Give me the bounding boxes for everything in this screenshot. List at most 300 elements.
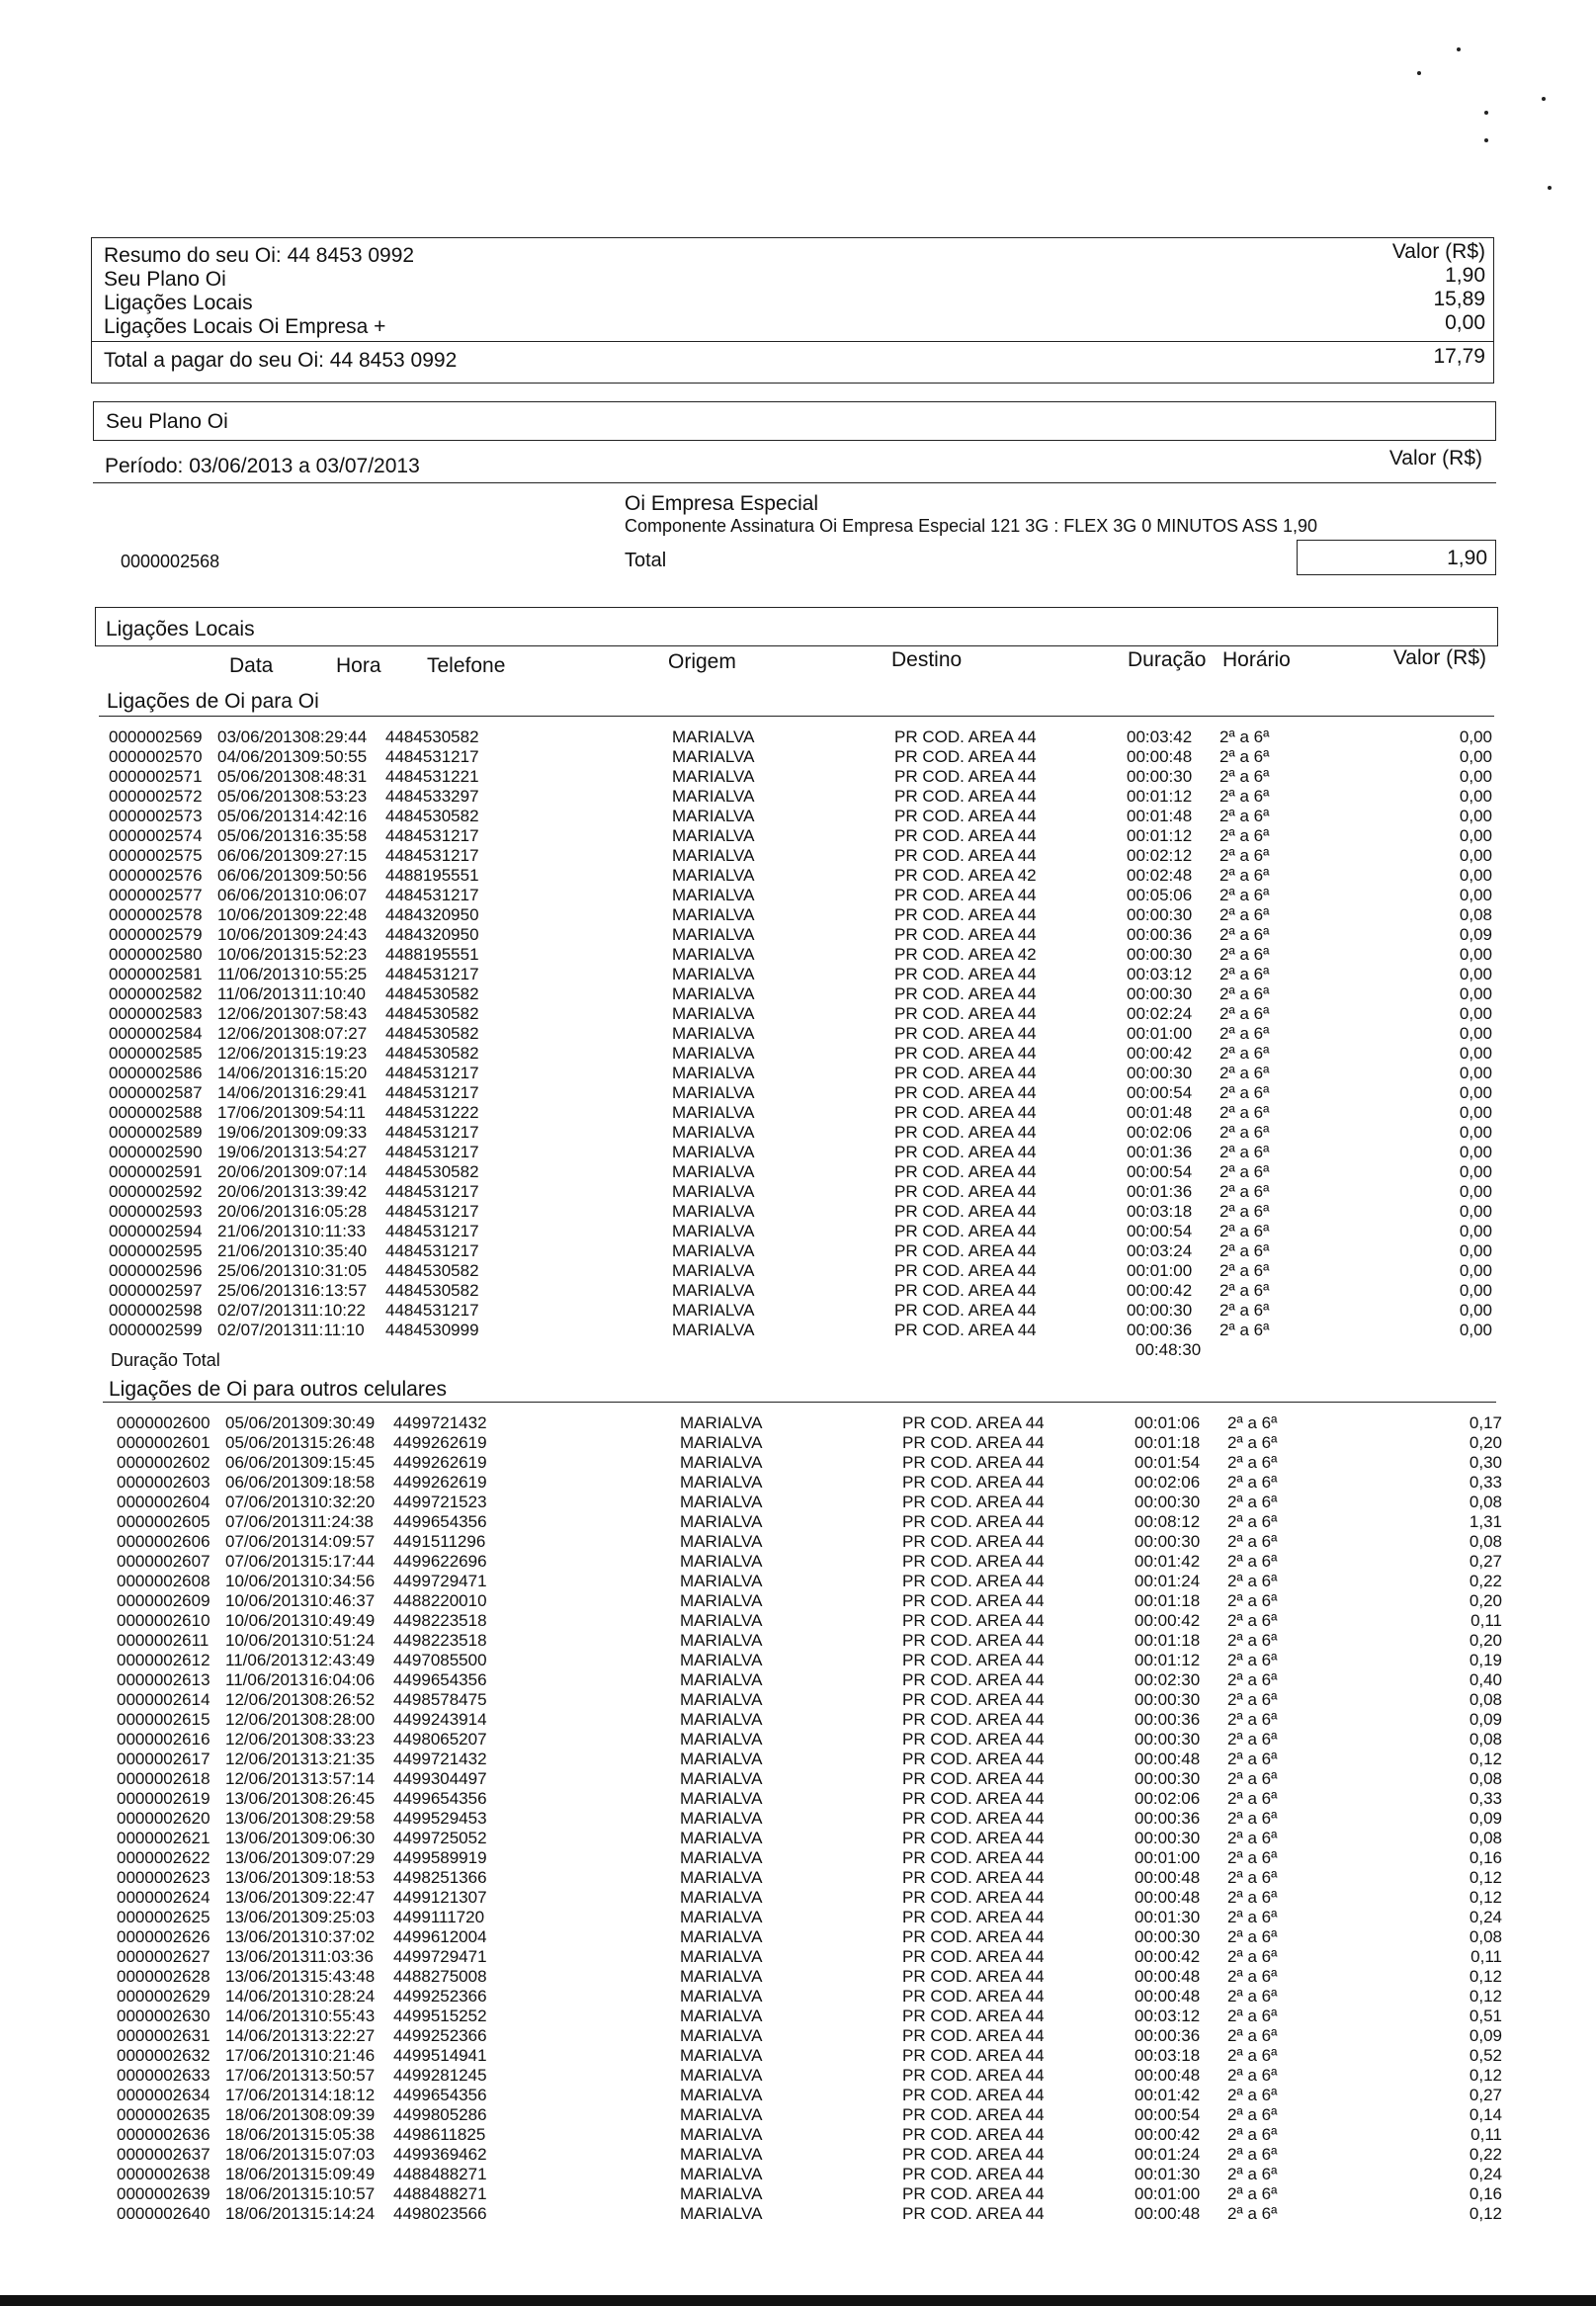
- call-time: 13:54:27: [301, 1143, 368, 1161]
- call-value: 0,12: [1469, 1987, 1502, 2006]
- call-origin: MARIALVA: [672, 1202, 755, 1221]
- table-row: [109, 1261, 1492, 1281]
- calls-section-header: [95, 607, 1498, 646]
- call-date: 18/06/2013: [225, 2184, 310, 2203]
- call-phone: 4499529453: [393, 1809, 487, 1828]
- call-time: 15:26:48: [309, 1433, 376, 1452]
- call-time: 10:28:24: [309, 1987, 376, 2006]
- group-title: Ligações de Oi para outros celulares: [109, 1378, 448, 1401]
- call-phone: 4491511296: [393, 1532, 486, 1551]
- call-origin: MARIALVA: [672, 1103, 755, 1122]
- call-destination: PR COD. AREA 44: [902, 1690, 1045, 1709]
- call-date: 10/06/2013: [225, 1611, 310, 1630]
- call-phone: 4498065207: [393, 1730, 487, 1749]
- call-phone: 4499262619: [393, 1433, 487, 1452]
- table-row: [109, 1222, 1492, 1241]
- call-value: 0,00: [1459, 826, 1492, 845]
- call-phone: 4484531217: [385, 1064, 479, 1082]
- summary-item-label: Ligações Locais Oi Empresa +: [104, 315, 386, 338]
- call-origin: MARIALVA: [680, 1888, 763, 1907]
- call-phone: 4499252366: [393, 2026, 487, 2045]
- call-value: 0,12: [1469, 1750, 1502, 1768]
- call-time: 09:15:45: [309, 1453, 376, 1472]
- call-origin: MARIALVA: [680, 1868, 763, 1887]
- call-date: 13/06/2013: [225, 1908, 310, 1926]
- call-origin: MARIALVA: [680, 1908, 763, 1926]
- table-row: [117, 1848, 1502, 1868]
- call-date: 13/06/2013: [225, 1967, 310, 1986]
- call-date: 12/06/2013: [217, 1004, 302, 1023]
- call-id: 0000002582: [109, 984, 203, 1003]
- call-destination: PR COD. AREA 42: [894, 945, 1037, 964]
- plan-total-value: 1,90: [1447, 547, 1487, 569]
- table-row: [117, 1611, 1502, 1631]
- call-duration: 00:00:30: [1134, 1829, 1201, 1847]
- call-id: 0000002607: [117, 1552, 210, 1571]
- call-origin: MARIALVA: [672, 925, 755, 944]
- call-duration: 00:01:12: [1134, 1651, 1201, 1669]
- call-origin: MARIALVA: [672, 1162, 755, 1181]
- call-origin: MARIALVA: [672, 1083, 755, 1102]
- call-time: 09:22:47: [309, 1888, 376, 1907]
- call-phone: 4499721432: [393, 1413, 487, 1432]
- call-value: 0,00: [1459, 1143, 1492, 1161]
- call-destination: PR COD. AREA 44: [894, 1241, 1037, 1260]
- call-destination: PR COD. AREA 44: [894, 1004, 1037, 1023]
- table-row: [117, 2066, 1502, 2086]
- call-destination: PR COD. AREA 44: [894, 886, 1037, 904]
- call-value: 0,27: [1469, 1552, 1502, 1571]
- call-date: 02/07/2013: [217, 1301, 302, 1320]
- call-date: 17/06/2013: [225, 2066, 310, 2085]
- table-row: [117, 1532, 1502, 1552]
- call-phone: 4484531217: [385, 886, 479, 904]
- call-duration: 00:00:48: [1134, 1750, 1201, 1768]
- call-date: 06/06/2013: [217, 866, 302, 885]
- call-phone: 4498023566: [393, 2204, 487, 2223]
- table-row: [109, 905, 1492, 925]
- call-destination: PR COD. AREA 44: [902, 2165, 1045, 2183]
- table-row: [117, 1947, 1502, 1967]
- call-origin: MARIALVA: [672, 1321, 755, 1339]
- call-schedule: 2ª a 6ª: [1227, 1947, 1278, 1966]
- call-time: 09:06:30: [309, 1829, 376, 1847]
- table-row: [117, 1473, 1502, 1493]
- table-row: [117, 1789, 1502, 1809]
- call-phone: 4498251366: [393, 1868, 487, 1887]
- call-duration: 00:01:42: [1134, 2086, 1201, 2104]
- call-origin: MARIALVA: [672, 1143, 755, 1161]
- call-value: 0,00: [1459, 1064, 1492, 1082]
- call-origin: MARIALVA: [680, 1927, 763, 1946]
- call-origin: MARIALVA: [672, 1024, 755, 1043]
- table-row: [117, 2125, 1502, 2145]
- call-duration: 00:01:00: [1134, 2184, 1201, 2203]
- call-schedule: 2ª a 6ª: [1219, 1123, 1270, 1142]
- call-destination: PR COD. AREA 44: [894, 1024, 1037, 1043]
- call-phone: 4499721432: [393, 1750, 487, 1768]
- call-date: 11/06/2013: [217, 965, 300, 983]
- call-id: 0000002626: [117, 1927, 210, 1946]
- call-date: 12/06/2013: [217, 1024, 302, 1043]
- call-phone: 4499243914: [393, 1710, 487, 1729]
- call-duration: 00:01:06: [1134, 1413, 1201, 1432]
- call-id: 0000002631: [117, 2026, 210, 2045]
- call-origin: MARIALVA: [680, 1730, 763, 1749]
- call-origin: MARIALVA: [680, 2184, 763, 2203]
- call-time: 15:43:48: [309, 1967, 376, 1986]
- table-row: [117, 1572, 1502, 1591]
- call-duration: 00:01:30: [1134, 1908, 1201, 1926]
- call-time: 16:35:58: [301, 826, 368, 845]
- call-time: 08:26:52: [309, 1690, 376, 1709]
- call-destination: PR COD. AREA 44: [902, 1512, 1045, 1531]
- call-time: 16:05:28: [301, 1202, 368, 1221]
- call-destination: PR COD. AREA 44: [902, 2145, 1045, 2164]
- call-duration: 00:01:48: [1127, 807, 1193, 825]
- scan-speck: [1542, 97, 1546, 101]
- call-schedule: 2ª a 6ª: [1219, 965, 1270, 983]
- call-value: 0,08: [1469, 1493, 1502, 1511]
- call-schedule: 2ª a 6ª: [1219, 747, 1270, 766]
- call-schedule: 2ª a 6ª: [1219, 886, 1270, 904]
- call-phone: 4499622696: [393, 1552, 487, 1571]
- call-destination: PR COD. AREA 44: [902, 1868, 1045, 1887]
- call-value: 0,08: [1469, 1769, 1502, 1788]
- call-date: 06/06/2013: [217, 846, 302, 865]
- summary-title: Resumo do seu Oi: 44 8453 0992: [104, 244, 415, 267]
- call-origin: MARIALVA: [672, 965, 755, 983]
- call-destination: PR COD. AREA 44: [894, 1143, 1037, 1161]
- call-phone: 4497085500: [393, 1651, 487, 1669]
- call-destination: PR COD. AREA 44: [902, 2204, 1045, 2223]
- call-origin: MARIALVA: [672, 886, 755, 904]
- call-id: 0000002638: [117, 2165, 210, 2183]
- call-phone: 4498223518: [393, 1631, 487, 1650]
- call-id: 0000002611: [117, 1631, 210, 1650]
- table-row: [117, 1809, 1502, 1829]
- call-value: 0,00: [1459, 846, 1492, 865]
- call-phone: 4499111720: [393, 1908, 485, 1926]
- scan-speck: [1548, 186, 1552, 190]
- call-id: 0000002640: [117, 2204, 210, 2223]
- call-value: 1,31: [1469, 1512, 1502, 1531]
- call-id: 0000002573: [109, 807, 203, 825]
- call-id: 0000002594: [109, 1222, 203, 1240]
- call-value: 0,08: [1469, 1927, 1502, 1946]
- table-row: [117, 1769, 1502, 1789]
- call-value: 0,24: [1469, 2165, 1502, 2183]
- call-duration: 00:00:42: [1127, 1281, 1193, 1300]
- call-duration: 00:08:12: [1134, 1512, 1201, 1531]
- call-destination: PR COD. AREA 44: [902, 1631, 1045, 1650]
- call-phone: 4484531217: [385, 965, 479, 983]
- call-destination: PR COD. AREA 44: [894, 1281, 1037, 1300]
- call-value: 0,09: [1469, 1710, 1502, 1729]
- call-date: 13/06/2013: [225, 1947, 310, 1966]
- table-row: [109, 747, 1492, 767]
- call-value: 0,09: [1459, 925, 1492, 944]
- call-duration: 00:03:18: [1127, 1202, 1193, 1221]
- call-phone: 4499654356: [393, 1512, 487, 1531]
- call-destination: PR COD. AREA 44: [902, 2007, 1045, 2025]
- call-duration: 00:00:30: [1134, 1730, 1201, 1749]
- call-value: 0,16: [1469, 1848, 1502, 1867]
- call-schedule: 2ª a 6ª: [1227, 2086, 1278, 2104]
- call-destination: PR COD. AREA 44: [894, 1222, 1037, 1240]
- call-origin: MARIALVA: [680, 2086, 763, 2104]
- call-id: 0000002571: [109, 767, 203, 786]
- call-value: 0,00: [1459, 1162, 1492, 1181]
- call-schedule: 2ª a 6ª: [1219, 1024, 1270, 1043]
- call-origin: MARIALVA: [672, 747, 755, 766]
- call-time: 14:42:16: [301, 807, 368, 825]
- call-destination: PR COD. AREA 44: [894, 767, 1037, 786]
- call-origin: MARIALVA: [672, 1222, 755, 1240]
- call-date: 10/06/2013: [217, 945, 302, 964]
- call-time: 15:52:23: [301, 945, 368, 964]
- call-origin: MARIALVA: [680, 1413, 763, 1432]
- call-date: 13/06/2013: [225, 1868, 310, 1887]
- call-id: 0000002637: [117, 2145, 210, 2164]
- call-time: 11:03:36: [309, 1947, 374, 1966]
- call-duration: 00:00:54: [1127, 1222, 1193, 1240]
- call-id: 0000002572: [109, 787, 203, 806]
- call-origin: MARIALVA: [680, 1611, 763, 1630]
- call-schedule: 2ª a 6ª: [1227, 1473, 1278, 1492]
- call-date: 05/06/2013: [225, 1433, 310, 1452]
- call-origin: MARIALVA: [680, 2026, 763, 2045]
- call-date: 17/06/2013: [225, 2046, 310, 2065]
- call-date: 12/06/2013: [225, 1710, 310, 1729]
- call-origin: MARIALVA: [680, 1769, 763, 1788]
- call-id: 0000002609: [117, 1591, 210, 1610]
- call-destination: PR COD. AREA 44: [902, 1670, 1045, 1689]
- call-date: 18/06/2013: [225, 2105, 310, 2124]
- group-title: Ligações de Oi para Oi: [107, 690, 319, 713]
- call-duration: 00:00:48: [1134, 1967, 1201, 1986]
- call-id: 0000002622: [117, 1848, 210, 1867]
- call-origin: MARIALVA: [680, 1710, 763, 1729]
- call-phone: 4484531217: [385, 1123, 479, 1142]
- call-destination: PR COD. AREA 44: [894, 787, 1037, 806]
- plan-period: Período: 03/06/2013 a 03/07/2013: [105, 455, 420, 477]
- table-row: [109, 866, 1492, 886]
- call-time: 09:07:29: [309, 1848, 376, 1867]
- call-date: 10/06/2013: [225, 1591, 310, 1610]
- call-value: 0,08: [1459, 905, 1492, 924]
- call-schedule: 2ª a 6ª: [1227, 1868, 1278, 1887]
- call-schedule: 2ª a 6ª: [1227, 1433, 1278, 1452]
- plan-section-header: [93, 401, 1496, 441]
- call-duration: 00:00:42: [1127, 1044, 1193, 1063]
- plan-divider: [93, 482, 1496, 483]
- call-value: 0,00: [1459, 984, 1492, 1003]
- call-destination: PR COD. AREA 44: [902, 2125, 1045, 2144]
- call-phone: 4484530582: [385, 727, 479, 746]
- call-duration: 00:02:06: [1127, 1123, 1193, 1142]
- call-time: 13:50:57: [309, 2066, 376, 2085]
- call-id: 0000002620: [117, 1809, 210, 1828]
- call-destination: PR COD. AREA 44: [902, 1710, 1045, 1729]
- call-date: 14/06/2013: [225, 2026, 310, 2045]
- call-time: 11:24:38: [309, 1512, 374, 1531]
- call-id: 0000002601: [117, 1433, 210, 1452]
- call-destination: PR COD. AREA 44: [902, 1611, 1045, 1630]
- call-time: 13:57:14: [309, 1769, 376, 1788]
- call-time: 14:09:57: [309, 1532, 376, 1551]
- call-origin: MARIALVA: [680, 2066, 763, 2085]
- call-time: 15:05:38: [309, 2125, 376, 2144]
- call-schedule: 2ª a 6ª: [1219, 1222, 1270, 1240]
- call-value: 0,00: [1459, 727, 1492, 746]
- call-schedule: 2ª a 6ª: [1227, 1769, 1278, 1788]
- call-origin: MARIALVA: [672, 866, 755, 885]
- plan-total-label: Total: [625, 550, 667, 571]
- call-schedule: 2ª a 6ª: [1227, 1789, 1278, 1808]
- call-destination: PR COD. AREA 44: [894, 1083, 1037, 1102]
- call-schedule: 2ª a 6ª: [1219, 925, 1270, 944]
- table-row: [117, 1690, 1502, 1710]
- call-destination: PR COD. AREA 44: [902, 1987, 1045, 2006]
- call-destination: PR COD. AREA 44: [894, 965, 1037, 983]
- call-phone: 4488195551: [385, 945, 479, 964]
- call-phone: 4499729471: [393, 1572, 487, 1590]
- call-date: 19/06/2013: [217, 1123, 302, 1142]
- call-value: 0,52: [1469, 2046, 1502, 2065]
- call-value: 0,30: [1469, 1453, 1502, 1472]
- table-row: [109, 846, 1492, 866]
- call-destination: PR COD. AREA 44: [902, 1829, 1045, 1847]
- call-schedule: 2ª a 6ª: [1219, 826, 1270, 845]
- table-row: [117, 1908, 1502, 1927]
- table-row: [109, 1202, 1492, 1222]
- call-phone: 4499262619: [393, 1453, 487, 1472]
- call-time: 09:09:33: [301, 1123, 368, 1142]
- call-date: 12/06/2013: [225, 1769, 310, 1788]
- call-date: 07/06/2013: [225, 1493, 310, 1511]
- call-phone: 4498611825: [393, 2125, 486, 2144]
- call-destination: PR COD. AREA 44: [902, 1769, 1045, 1788]
- call-destination: PR COD. AREA 44: [894, 846, 1037, 865]
- call-duration: 00:01:18: [1134, 1433, 1201, 1452]
- table-row: [109, 1182, 1492, 1202]
- call-date: 25/06/2013: [217, 1281, 302, 1300]
- call-duration: 00:00:36: [1134, 1710, 1201, 1729]
- call-phone: 4499252366: [393, 1987, 487, 2006]
- call-date: 10/06/2013: [217, 905, 302, 924]
- call-value: 0,00: [1459, 1004, 1492, 1023]
- call-origin: MARIALVA: [680, 1789, 763, 1808]
- call-duration: 00:01:24: [1134, 2145, 1201, 2164]
- table-row: [109, 1024, 1492, 1044]
- call-id: 0000002635: [117, 2105, 210, 2124]
- call-duration: 00:00:48: [1127, 747, 1193, 766]
- call-duration: 00:01:00: [1127, 1024, 1193, 1043]
- call-schedule: 2ª a 6ª: [1219, 1103, 1270, 1122]
- table-row: [109, 1143, 1492, 1162]
- call-phone: 4498223518: [393, 1611, 487, 1630]
- plan-section-title: Seu Plano Oi: [106, 410, 228, 433]
- call-value: 0,12: [1469, 1967, 1502, 1986]
- call-date: 06/06/2013: [225, 1453, 310, 1472]
- call-destination: PR COD. AREA 44: [894, 826, 1037, 845]
- call-origin: MARIALVA: [680, 1512, 763, 1531]
- call-id: 0000002627: [117, 1947, 210, 1966]
- call-schedule: 2ª a 6ª: [1227, 2007, 1278, 2025]
- call-id: 0000002603: [117, 1473, 210, 1492]
- table-row: [109, 984, 1492, 1004]
- summary-item-label: Ligações Locais: [104, 292, 253, 314]
- call-duration: 00:00:36: [1127, 925, 1193, 944]
- call-phone: 4499369462: [393, 2145, 487, 2164]
- call-schedule: 2ª a 6ª: [1219, 1044, 1270, 1063]
- call-value: 0,00: [1459, 1301, 1492, 1320]
- call-time: 09:50:55: [301, 747, 368, 766]
- table-row: [117, 1670, 1502, 1690]
- call-date: 07/06/2013: [225, 1512, 310, 1531]
- call-date: 18/06/2013: [225, 2204, 310, 2223]
- call-time: 12:43:49: [309, 1651, 376, 1669]
- call-schedule: 2ª a 6ª: [1227, 1651, 1278, 1669]
- call-schedule: 2ª a 6ª: [1227, 1967, 1278, 1986]
- table-row: [109, 1301, 1492, 1321]
- call-date: 13/06/2013: [225, 1888, 310, 1907]
- table-row: [117, 1493, 1502, 1512]
- call-value: 0,08: [1469, 1829, 1502, 1847]
- col-header-telefone: Telefone: [427, 654, 506, 677]
- call-origin: MARIALVA: [680, 1591, 763, 1610]
- call-origin: MARIALVA: [672, 727, 755, 746]
- call-phone: 4484530582: [385, 984, 479, 1003]
- call-id: 0000002604: [117, 1493, 210, 1511]
- call-date: 14/06/2013: [225, 1987, 310, 2006]
- call-time: 16:04:06: [309, 1670, 376, 1689]
- call-destination: PR COD. AREA 44: [902, 1730, 1045, 1749]
- call-phone: 4484530582: [385, 1044, 479, 1063]
- call-origin: MARIALVA: [672, 945, 755, 964]
- call-origin: MARIALVA: [680, 1809, 763, 1828]
- call-value: 0,11: [1470, 2125, 1502, 2144]
- col-header-data: Data: [229, 654, 274, 677]
- plan-ref-id: 0000002568: [121, 552, 220, 571]
- call-origin: MARIALVA: [680, 1987, 763, 2006]
- call-time: 10:32:20: [309, 1493, 376, 1511]
- call-value: 0,00: [1459, 1123, 1492, 1142]
- table-row: [117, 1927, 1502, 1947]
- call-destination: PR COD. AREA 44: [902, 1591, 1045, 1610]
- call-date: 04/06/2013: [217, 747, 302, 766]
- call-phone: 4499121307: [393, 1888, 487, 1907]
- call-origin: MARIALVA: [680, 2125, 763, 2144]
- table-row: [117, 1453, 1502, 1473]
- call-origin: MARIALVA: [680, 1552, 763, 1571]
- call-value: 0,00: [1459, 1261, 1492, 1280]
- call-schedule: 2ª a 6ª: [1219, 1143, 1270, 1161]
- call-date: 14/06/2013: [217, 1064, 302, 1082]
- table-row: [117, 1829, 1502, 1848]
- table-row: [109, 826, 1492, 846]
- call-id: 0000002585: [109, 1044, 203, 1063]
- col-header-origem: Origem: [668, 650, 736, 673]
- call-phone: 4499515252: [393, 2007, 487, 2025]
- table-row: [109, 807, 1492, 826]
- call-id: 0000002610: [117, 1611, 210, 1630]
- call-id: 0000002598: [109, 1301, 203, 1320]
- call-destination: PR COD. AREA 44: [902, 1552, 1045, 1571]
- call-phone: 4484533297: [385, 787, 479, 806]
- call-date: 17/06/2013: [225, 2086, 310, 2104]
